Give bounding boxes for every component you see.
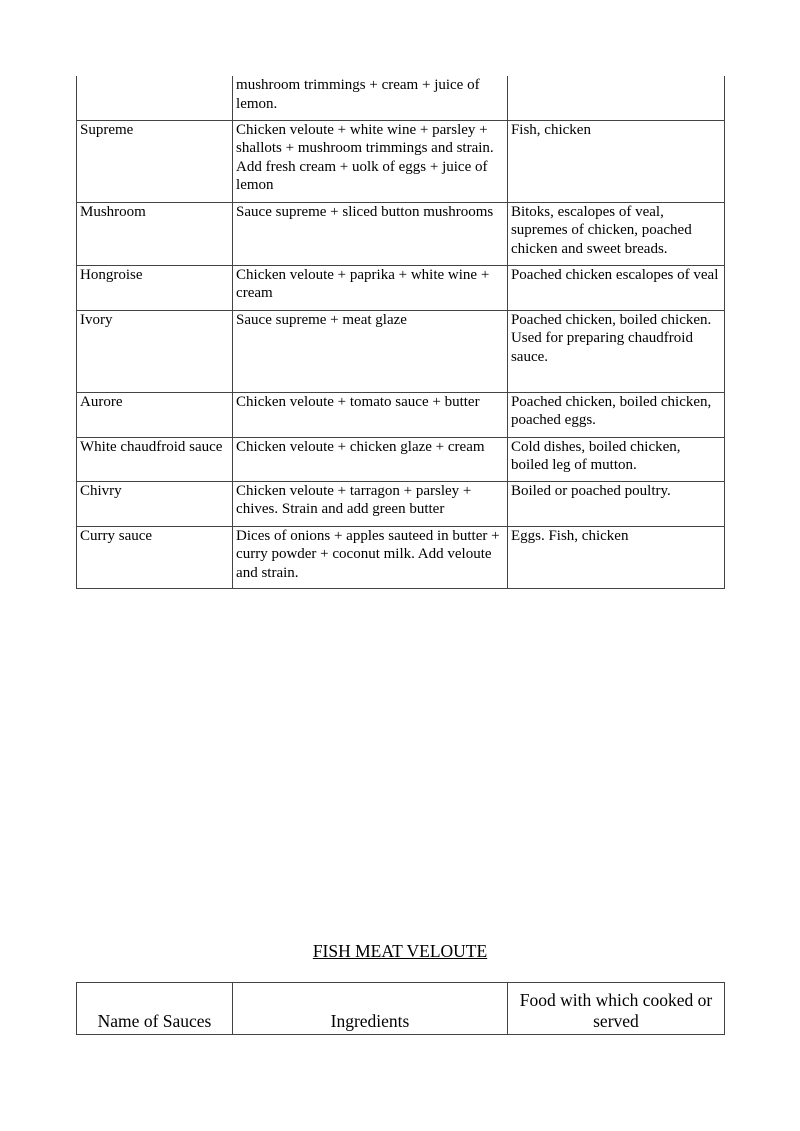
table-row xyxy=(77,202,725,265)
sauce-name: Supreme xyxy=(77,120,233,202)
sauce-food: Bitoks, escalopes of veal, supremes of chicken, poached chicken and sweet breads. xyxy=(507,202,724,265)
table-row xyxy=(77,526,725,588)
header-food: Food with which cooked or served xyxy=(507,983,724,1035)
sauce-name: White chaudfroid sauce xyxy=(77,437,233,481)
sauce-name: Curry sauce xyxy=(77,526,233,588)
sauce-name xyxy=(77,76,233,120)
table-row xyxy=(77,120,725,202)
sauce-food: Fish, chicken xyxy=(507,120,724,202)
sauce-name: Hongroise xyxy=(77,265,233,310)
sauce-ingredients: Chicken veloute + tarragon + parsley + chives. Strain and add green butter xyxy=(233,481,508,526)
header-ingredients: Ingredients xyxy=(233,983,508,1035)
sauce-ingredients: Chicken veloute + paprika + white wine + cream xyxy=(233,265,508,310)
table-row xyxy=(77,481,725,526)
chicken-veloute-sauces-table xyxy=(76,76,725,589)
sauce-food: Boiled or poached poultry. xyxy=(507,481,724,526)
sauce-food: Cold dishes, boiled chicken, boiled leg of mutton. xyxy=(507,437,724,481)
sauce-name: Chivry xyxy=(77,481,233,526)
header-row xyxy=(77,983,725,1035)
sauce-food: Poached chicken, boiled chicken. Used for preparing chaudfroid sauce. xyxy=(507,310,724,392)
sauce-ingredients: Chicken veloute + tomato sauce + butter xyxy=(233,392,508,437)
sauce-ingredients: mushroom trimmings + cream + juice of lemon. xyxy=(233,76,508,120)
table-row xyxy=(77,310,725,392)
sauce-food: Eggs. Fish, chicken xyxy=(507,526,724,588)
sauce-ingredients: Sauce supreme + sliced button mushrooms xyxy=(233,202,508,265)
sauce-name: Aurore xyxy=(77,392,233,437)
sauce-ingredients: Chicken veloute + white wine + parsley + shallots + mushroom trimmings and strain. Add fresh cream + uolk of eggs + juice of lemon xyxy=(233,120,508,202)
sauce-ingredients: Dices of onions + apples sauteed in butter + curry powder + coconut milk. Add veloute and strain. xyxy=(233,526,508,588)
table-row xyxy=(77,265,725,310)
fish-veloute-table xyxy=(76,982,725,1035)
section-title: FISH MEAT VELOUTE xyxy=(312,941,488,961)
header-name: Name of Sauces xyxy=(77,983,233,1035)
sauce-name: Mushroom xyxy=(77,202,233,265)
sauce-ingredients: Chicken veloute + chicken glaze + cream xyxy=(233,437,508,481)
sauce-food xyxy=(507,76,724,120)
sauce-ingredients: Sauce supreme + meat glaze xyxy=(233,310,508,392)
table-row xyxy=(77,76,725,120)
sauce-food: Poached chicken, boiled chicken, poached eggs. xyxy=(507,392,724,437)
table-row xyxy=(77,437,725,481)
sauce-name: Ivory xyxy=(77,310,233,392)
table-row xyxy=(77,392,725,437)
sauce-food: Poached chicken escalopes of veal xyxy=(507,265,724,310)
